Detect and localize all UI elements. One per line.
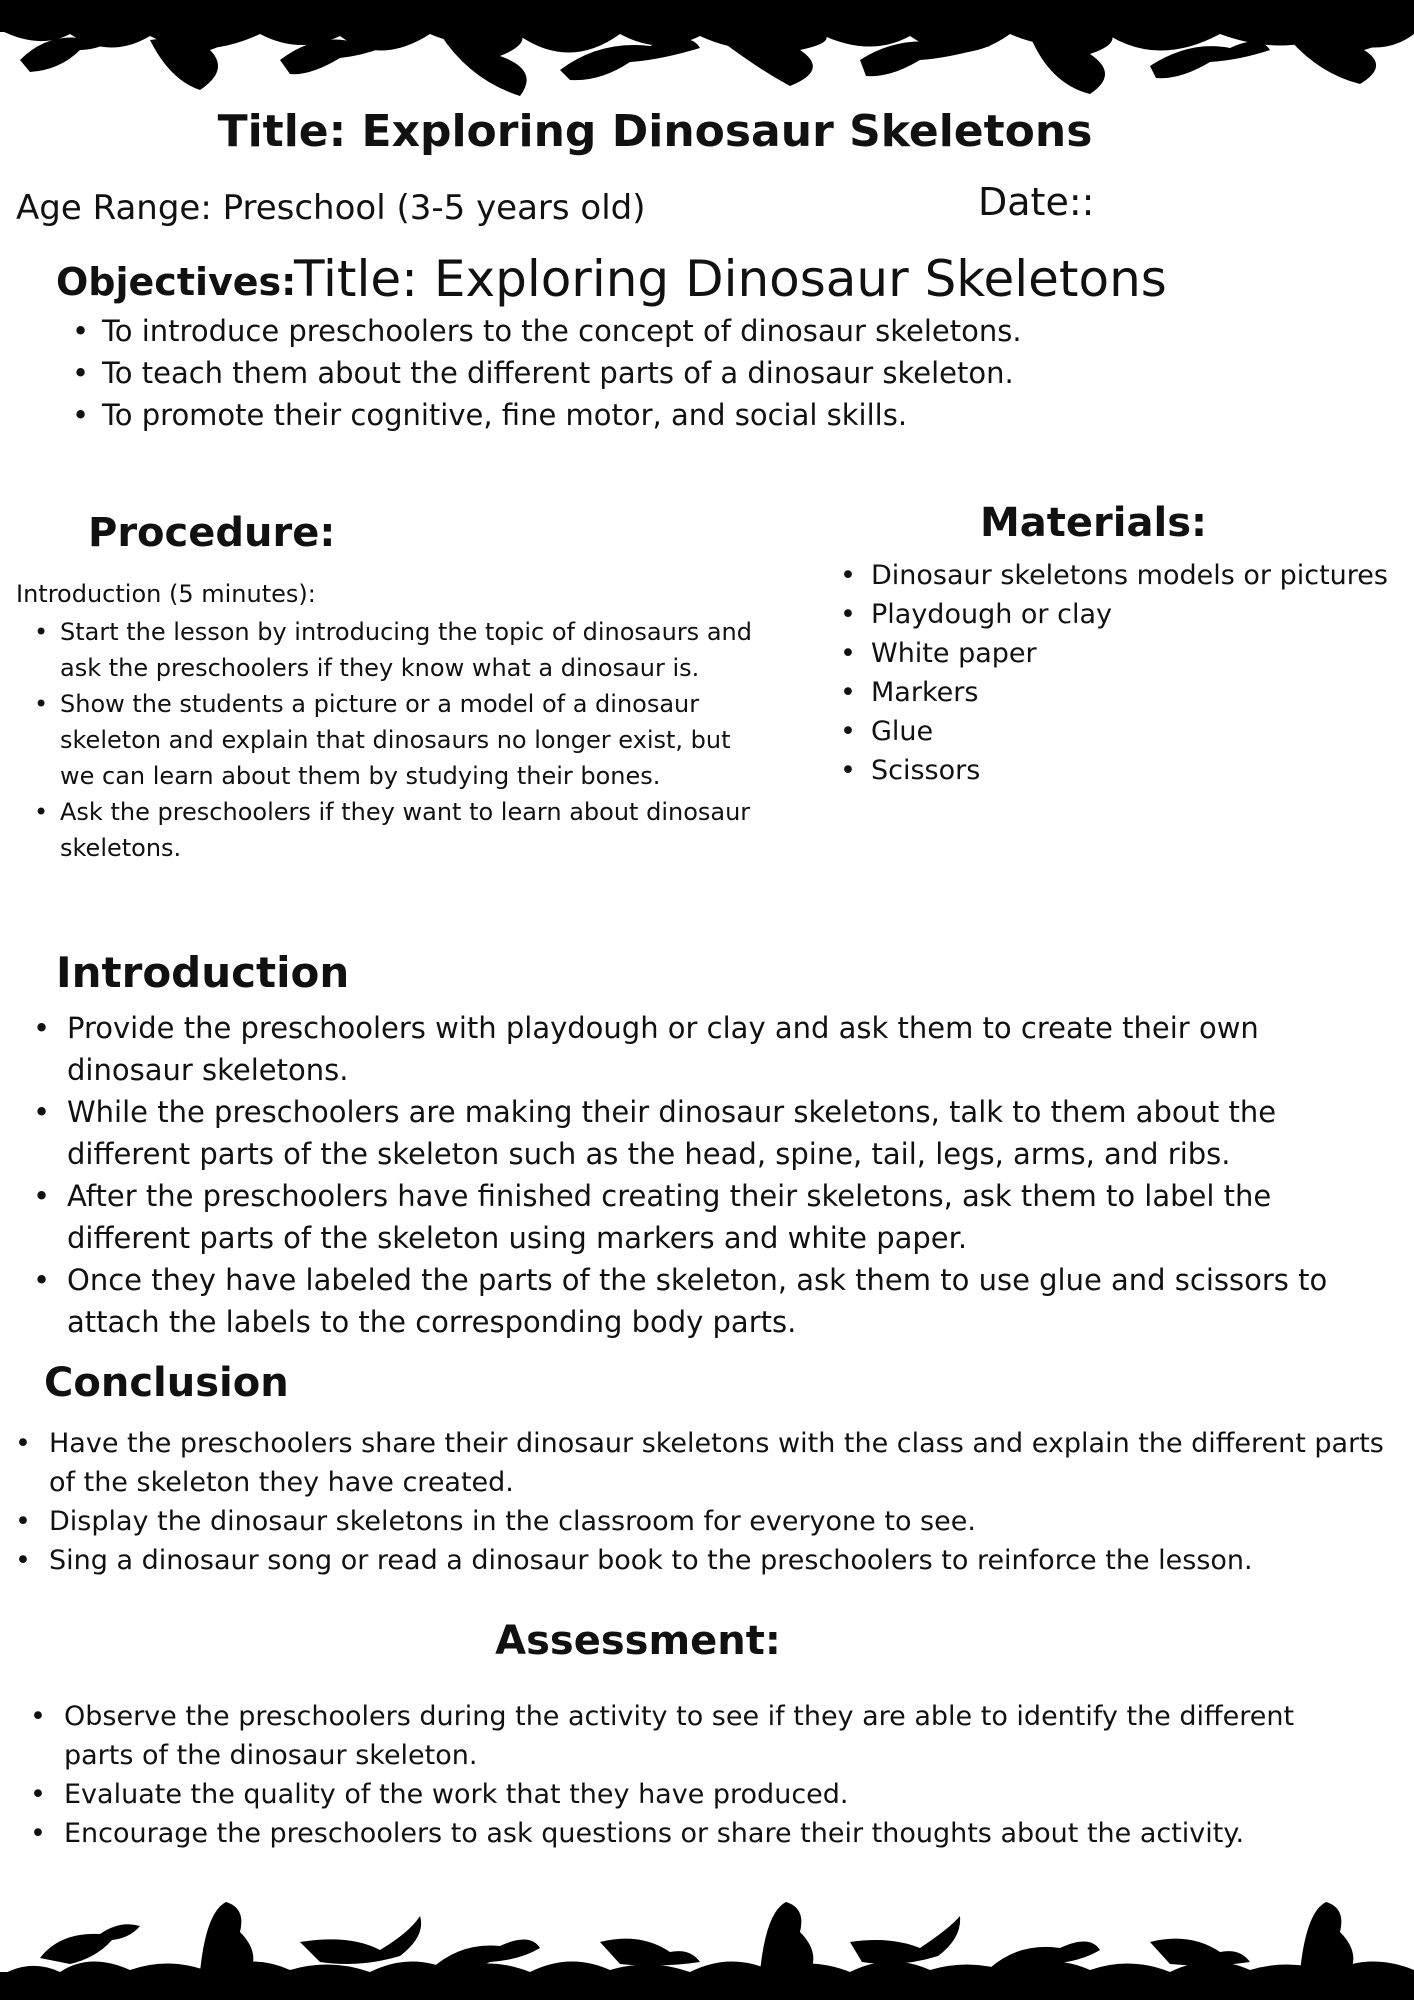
- list-item: • Markers: [871, 673, 1411, 712]
- materials-heading: Materials:: [980, 500, 1207, 546]
- conclusion-heading: Conclusion: [44, 1360, 289, 1406]
- procedure-heading: Procedure:: [88, 510, 336, 556]
- list-item: • To introduce preschoolers to the concept of dinosaur skeletons.: [102, 310, 1302, 352]
- introduction-heading: Introduction: [56, 948, 350, 997]
- list-item: • Playdough or clay: [871, 595, 1411, 634]
- list-item: • While the preschoolers are making their dinosaur skeletons, talk to them about the different parts of the skeleton such as the head, spine, tail, legs, arms, and ribs.: [67, 1091, 1367, 1175]
- top-dinosaur-banner: [0, 0, 1414, 110]
- list-item: • Evaluate the quality of the work that they have produced.: [64, 1775, 1364, 1814]
- list-item: • Once they have labeled the parts of the skeleton, ask them to use glue and scissors to attach the labels to the corresponding body parts.: [67, 1259, 1367, 1343]
- list-item: • To teach them about the different parts of a dinosaur skeleton.: [102, 352, 1302, 394]
- procedure-list: [60, 614, 760, 866]
- list-item: • To promote their cognitive, fine motor, and social skills.: [102, 394, 1302, 436]
- bottom-dinosaur-banner: [0, 1872, 1414, 2000]
- list-item: • After the preschoolers have finished creating their skeletons, ask them to label the different parts of the skeleton using markers and white paper.: [67, 1175, 1367, 1259]
- materials-list: [871, 556, 1411, 790]
- list-item: • Encourage the preschoolers to ask questions or share their thoughts about the activity.: [64, 1814, 1364, 1853]
- list-item: • White paper: [871, 634, 1411, 673]
- walking-dinosaurs-icon: [0, 1872, 1414, 2000]
- list-item: • Observe the preschoolers during the activity to see if they are able to identify the different parts of the dinosaur skeleton.: [64, 1697, 1364, 1775]
- dinosaur-silhouettes-icon: [0, 0, 1414, 110]
- date-label: Date::: [978, 180, 1095, 224]
- age-range: Age Range: Preschool (3-5 years old): [16, 188, 646, 228]
- page-title: Title: Exploring Dinosaur Skeletons: [217, 106, 1093, 157]
- assessment-heading: Assessment:: [495, 1618, 781, 1664]
- list-item: • Ask the preschoolers if they want to learn about dinosaur skeletons.: [60, 794, 760, 866]
- list-item: • Dinosaur skeletons models or pictures: [871, 556, 1411, 595]
- objectives-list: [102, 310, 1302, 436]
- list-item: • Scissors: [871, 751, 1411, 790]
- list-item: • Have the preschoolers share their dinosaur skeletons with the class and explain the different parts of the skeleton they have created.: [49, 1424, 1409, 1502]
- list-item: • Display the dinosaur skeletons in the classroom for everyone to see.: [49, 1502, 1409, 1541]
- assessment-list: [64, 1697, 1364, 1853]
- objectives-title: Title: Exploring Dinosaur Skeletons: [294, 250, 1167, 308]
- list-item: • Provide the preschoolers with playdough or clay and ask them to create their own dinosaur skeletons.: [67, 1007, 1367, 1091]
- list-item: • Start the lesson by introducing the topic of dinosaurs and ask the preschoolers if they know what a dinosaur is.: [60, 614, 760, 686]
- procedure-subheading: Introduction (5 minutes):: [16, 580, 316, 608]
- conclusion-list: [49, 1424, 1409, 1580]
- list-item: • Glue: [871, 712, 1411, 751]
- objectives-heading: Objectives:: [56, 260, 297, 304]
- list-item: • Sing a dinosaur song or read a dinosaur book to the preschoolers to reinforce the lesson.: [49, 1541, 1409, 1580]
- list-item: • Show the students a picture or a model of a dinosaur skeleton and explain that dinosaurs no longer exist, but we can learn about them by studying their bones.: [60, 686, 760, 794]
- introduction-list: [67, 1007, 1367, 1343]
